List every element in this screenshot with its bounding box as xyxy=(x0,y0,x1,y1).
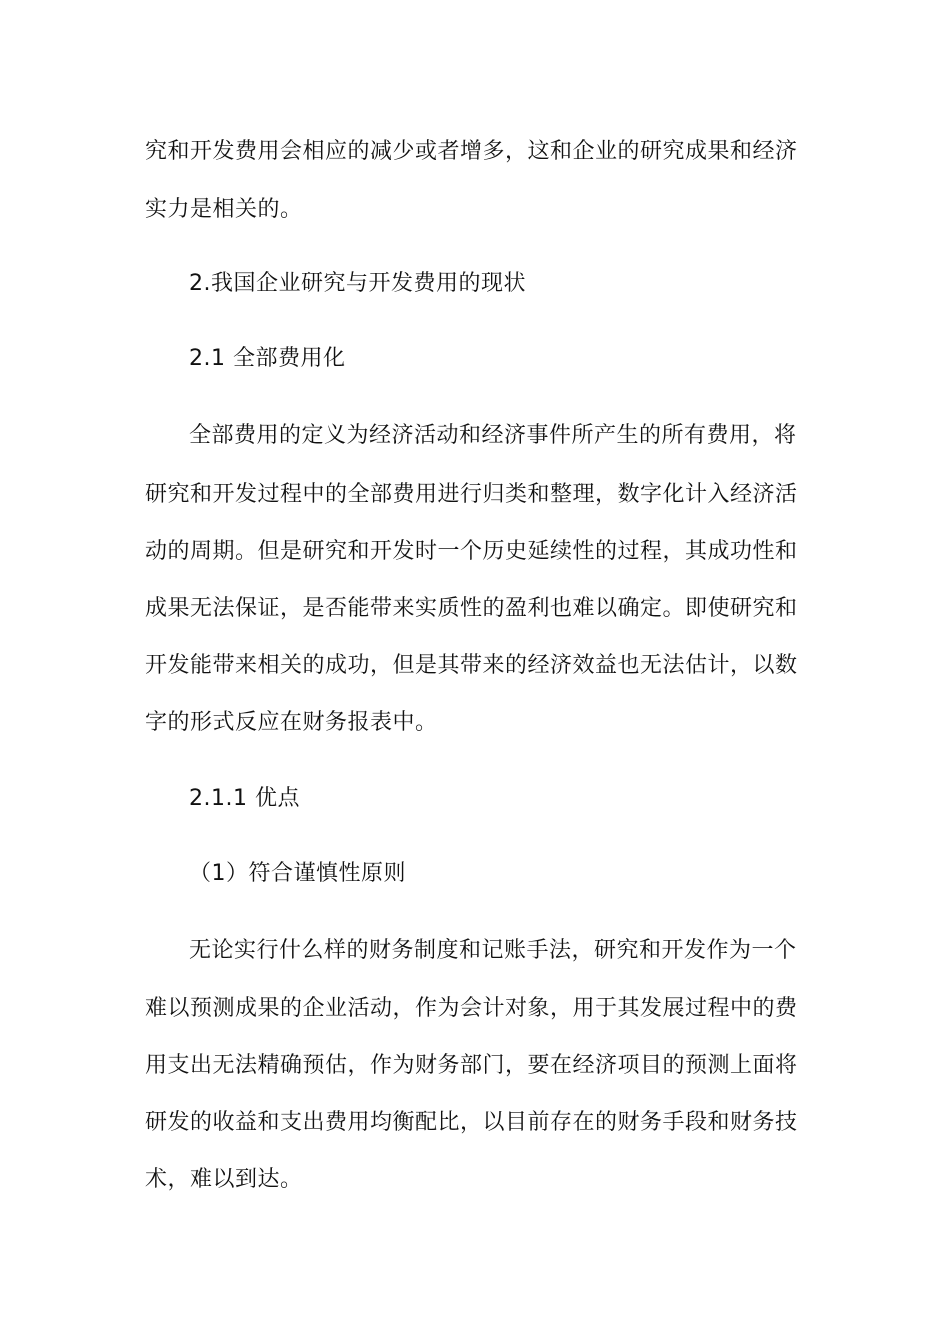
paragraph-line: 字的形式反应在财务报表中。 xyxy=(145,710,438,735)
paragraph-line: 无论实行什么样的财务制度和记账手法，研究和开发作为一个 xyxy=(189,938,797,963)
paragraph-line: 实力是相关的。 xyxy=(145,197,303,222)
paragraph-line: 开发能带来相关的成功，但是其带来的经济效益也无法估计，以数 xyxy=(145,653,798,678)
list-item-heading: （1）符合谨慎性原则 xyxy=(189,861,406,886)
section-heading: 2.我国企业研究与开发费用的现状 xyxy=(189,271,526,296)
paragraph-line: 用支出无法精确预估，作为财务部门，要在经济项目的预测上面将 xyxy=(145,1053,798,1078)
paragraph-line: 术，难以到达。 xyxy=(145,1167,303,1192)
subsection-heading: 2.1 全部费用化 xyxy=(189,346,346,371)
paragraph-line: 难以预测成果的企业活动，作为会计对象，用于其发展过程中的费 xyxy=(145,996,798,1021)
paragraph-line: 成果无法保证，是否能带来实质性的盈利也难以确定。即使研究和 xyxy=(145,596,798,621)
paragraph-line: 研究和开发过程中的全部费用进行归类和整理，数字化计入经济活 xyxy=(145,482,798,507)
paragraph-line: 研发的收益和支出费用均衡配比，以目前存在的财务手段和财务技 xyxy=(145,1110,798,1135)
paragraph-line: 究和开发费用会相应的减少或者增多，这和企业的研究成果和经济 xyxy=(145,139,798,164)
subsubsection-heading: 2.1.1 优点 xyxy=(189,786,300,811)
paragraph-line: 动的周期。但是研究和开发时一个历史延续性的过程，其成功性和 xyxy=(145,539,798,564)
paragraph-line: 全部费用的定义为经济活动和经济事件所产生的所有费用，将 xyxy=(189,423,797,448)
